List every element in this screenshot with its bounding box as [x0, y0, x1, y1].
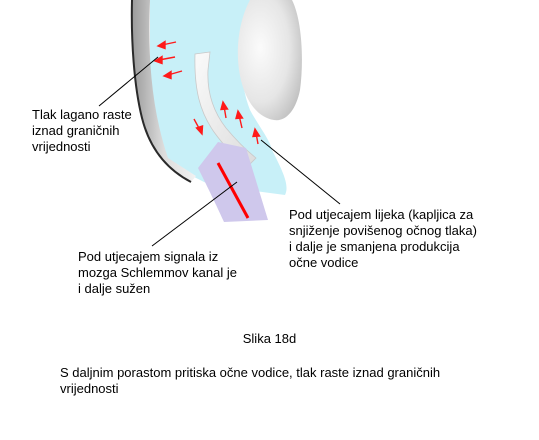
label-drug-effect [289, 207, 477, 271]
label-line: vrijednosti [32, 139, 91, 154]
label-line: Pod utjecajem lijeka (kapljica za [289, 207, 474, 222]
label-line: iznad graničnih [32, 123, 120, 138]
description-line: vrijednosti [60, 381, 119, 396]
description-line: S daljnim porastom pritiska očne vodice, tlak raste iznad graničnih [60, 365, 441, 380]
label-line: mozga Schlemmov kanal je [78, 265, 237, 280]
label-line: očne vodice [289, 255, 359, 270]
label-pressure-rises [32, 107, 132, 155]
label-line: Pod utjecajem signala iz [78, 249, 219, 264]
label-brain-signal [78, 249, 237, 297]
label-line: snjiženje povišenog očnog tlaka) [289, 223, 477, 238]
label-line: i dalje sužen [78, 281, 151, 296]
lens [238, 0, 302, 120]
figure-description [60, 365, 520, 397]
label-line: i dalje je smanjena produkcija [289, 239, 460, 254]
figure-caption: Slika 18d [242, 331, 297, 346]
label-line: Tlak lagano raste [32, 107, 132, 122]
